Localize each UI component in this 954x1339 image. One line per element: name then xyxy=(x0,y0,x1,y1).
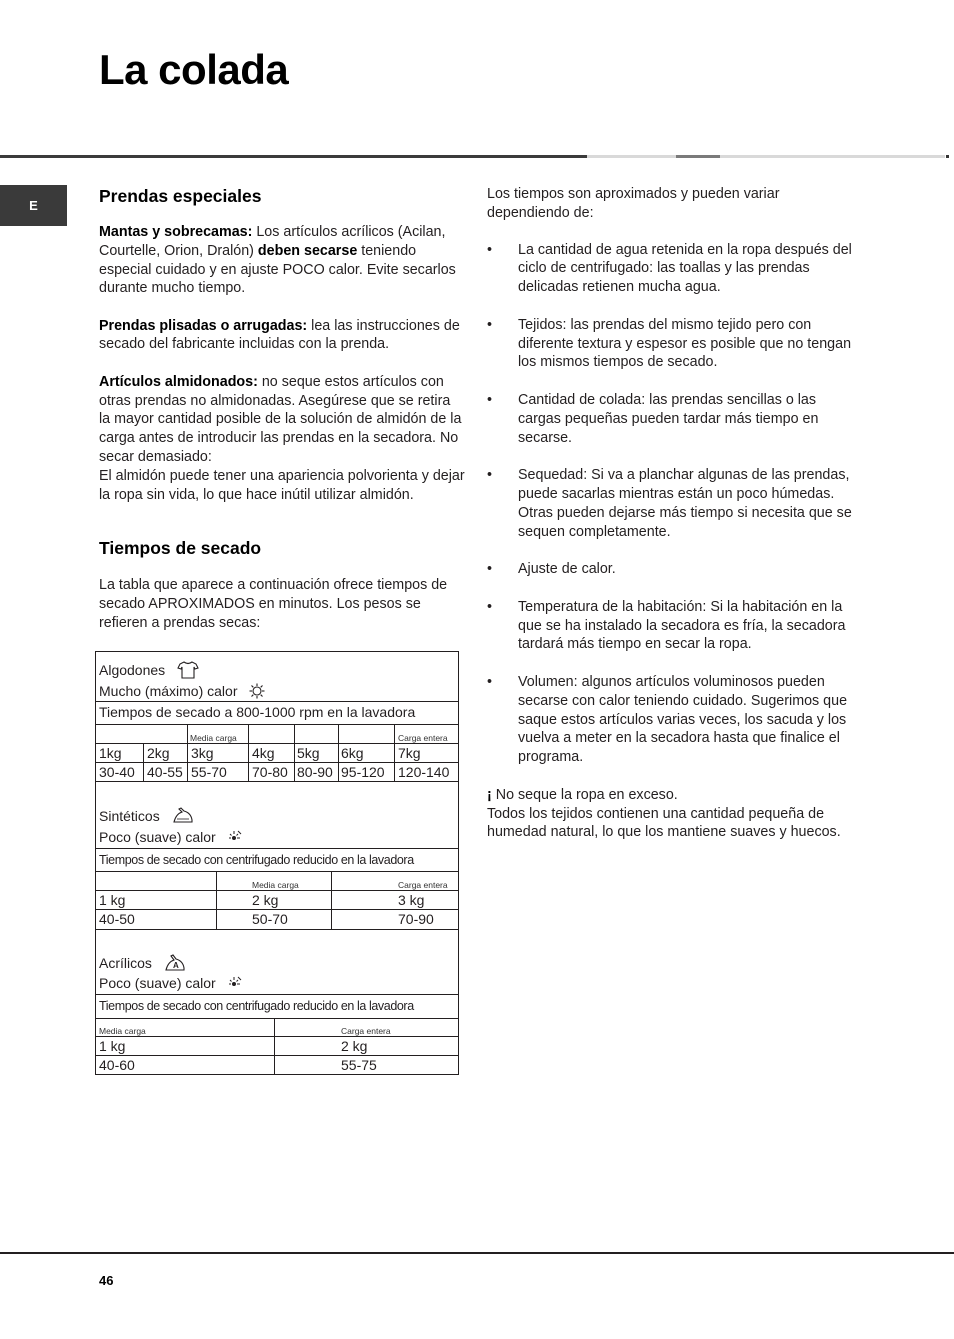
acrylics-time-1: 40-60 xyxy=(99,1057,135,1073)
list-item: • Ajuste de calor. xyxy=(487,561,616,578)
acrylics-heat: Poco (suave) calor xyxy=(99,975,242,993)
cotton-weight-3: 3kg xyxy=(191,745,214,761)
text-plisadas: lea las instrucciones de secado del fabricante incluidas con la prenda. xyxy=(99,317,460,353)
acrylic-label-icon xyxy=(164,953,186,976)
text-mantas-b: teniendo especial cuidado y en ajuste POCO calor. Evite secarlos durante mucho tiempo. xyxy=(99,242,456,297)
page-number: 46 xyxy=(99,1273,114,1288)
paragraph-almidon-note: El almidón puede tener una apariencia polvorienta y dejar la ropa sin vida, lo que hace inútil utilizar almidón. xyxy=(99,467,465,503)
cotton-weight-7: 7kg xyxy=(398,745,421,761)
acrylics-carga-entera: Carga entera xyxy=(341,1026,391,1036)
acrylics-weight-1: 1 kg xyxy=(99,1038,126,1054)
cotton-carga-entera: Carga entera xyxy=(398,733,448,743)
term-mantas: Mantas y sobrecamas: xyxy=(99,224,253,240)
drying-times-table xyxy=(95,651,459,1075)
paragraph-plisadas xyxy=(99,317,465,355)
factors-intro: Los tiempos son aproximados y pueden variar dependiendo de: xyxy=(487,186,780,221)
cotton-weight-4: 4kg xyxy=(252,745,275,761)
page-title: La colada xyxy=(99,46,289,93)
synthetics-carga-entera: Carga entera xyxy=(398,880,448,890)
synthetics-weight-2: 2 kg xyxy=(252,892,279,908)
list-item: • La cantidad de agua retenida en la ropa después del ciclo de centrifugado: las toallas y las prendas delicadas retienen mucha agua. xyxy=(487,241,852,296)
footer-rule xyxy=(0,1252,954,1254)
synthetics-time-2: 50-70 xyxy=(252,911,288,927)
iron-synthetic-icon xyxy=(172,807,194,828)
warning-text: No seque la ropa en exceso. xyxy=(491,786,678,803)
header-rule xyxy=(0,155,587,158)
acrylics-label: Acrílicos A xyxy=(99,953,186,976)
text-almidonados: no seque estos artículos con otras prendas no almidonadas. Asegúrese que se retira la mayor cantidad posible de la solución de almidón de la carga antes de introducir las prendas en la secadora. No secar demasiado: xyxy=(99,373,462,465)
svg-text:A: A xyxy=(172,961,179,970)
acrylics-time-2: 55-75 xyxy=(341,1057,377,1073)
synthetics-media-carga: Media carga xyxy=(252,880,299,890)
humidity-note: Todos los tejidos contienen una cantidad pequeña de humedad natural, lo que los mantiene suaves y huecos. xyxy=(487,805,841,841)
cotton-time-6: 95-120 xyxy=(341,764,385,780)
cotton-heat: Mucho (máximo) calor xyxy=(99,683,265,702)
cotton-time-7: 120-140 xyxy=(398,764,450,780)
language-tab: E xyxy=(0,185,67,226)
synthetics-weight-3: 3 kg xyxy=(398,892,425,908)
cotton-media-carga: Media carga xyxy=(190,733,237,743)
header-rule-mid xyxy=(676,155,720,158)
list-item: • Temperatura de la habitación: Si la habitación en la que se ha instalado la secadora es fría, la secadora tardará más tiempo en secar la ropa. xyxy=(487,598,846,653)
cotton-weight-1: 1kg xyxy=(99,745,122,761)
right-column xyxy=(487,185,857,842)
warning-icon: ¡ xyxy=(487,786,492,803)
list-item: • Tejidos: las prendas del mismo tejido pero con diferente textura y espesor es posible que no tengan los mismos tiempos de secado. xyxy=(487,316,852,371)
cotton-weight-6: 6kg xyxy=(341,745,364,761)
cotton-time-4: 70-80 xyxy=(252,764,288,780)
cotton-label: Algodones xyxy=(99,661,199,682)
cotton-time-2: 40-55 xyxy=(147,764,183,780)
header-rule-light-2 xyxy=(720,155,945,158)
term-plisadas: Prendas plisadas o arrugadas: xyxy=(99,317,308,334)
acrylics-media-carga: Media carga xyxy=(99,1026,146,1036)
synthetics-label: Sintéticos xyxy=(99,807,194,828)
header-rule-light xyxy=(587,155,676,158)
low-heat-icon xyxy=(228,976,242,993)
cotton-weight-2: 2kg xyxy=(147,745,170,761)
term-deben-secarse: deben secarse xyxy=(257,242,358,259)
cotton-time-3: 55-70 xyxy=(191,764,227,780)
cotton-time-5: 80-90 xyxy=(297,764,333,780)
acrylics-subtitle: Tiempos de secado con centrifugado reducido en la lavadora xyxy=(99,999,414,1013)
header-rule-dot xyxy=(946,155,949,158)
cotton-weight-5: 5kg xyxy=(297,745,320,761)
list-item: • Volumen: algunos artículos voluminosos pueden secarse con calor teniendo cuidado. Sugerimos que saque estos artículos varias veces, los sacuda y los vuelva a meter en la secadora hasta que finalice el programa. xyxy=(487,673,848,766)
synthetics-time-3: 70-90 xyxy=(398,911,434,927)
list-item: • Sequedad: Si va a planchar algunas de las prendas, puede sacarlas mientras están un poco húmedas. Otras pueden dejarse más tiempo si necesita que se sequen completamente. xyxy=(487,467,852,540)
left-column xyxy=(99,185,465,633)
low-heat-icon xyxy=(228,830,242,847)
synthetics-heat: Poco (suave) calor xyxy=(99,829,242,847)
tshirt-icon xyxy=(177,661,199,682)
paragraph-tabla-intro: La tabla que aparece a continuación ofrece tiempos de secado APROXIMADOS en minutos. Los pesos se refieren a prendas secas: xyxy=(99,577,448,631)
factors-list xyxy=(487,241,857,767)
synthetics-time-1: 40-50 xyxy=(99,911,135,927)
cotton-subtitle: Tiempos de secado a 800-1000 rpm en la lavadora xyxy=(99,704,416,720)
heading-prendas-especiales: Prendas especiales xyxy=(99,186,262,206)
term-almidonados: Artículos almidonados: xyxy=(99,373,258,390)
text-mantas-a: Los artículos acrílicos (Acilan, Courtelle, Orion, Dralón) xyxy=(99,224,446,259)
synthetics-subtitle: Tiempos de secado con centrifugado reducido en la lavadora xyxy=(99,853,414,867)
paragraph-mantas xyxy=(99,223,465,298)
synthetics-weight-1: 1 kg xyxy=(99,892,126,908)
acrylics-weight-2: 2 kg xyxy=(341,1038,368,1054)
list-item: • Cantidad de colada: las prendas sencillas o las cargas pequeñas pueden tardar más tiempo en secarse. xyxy=(487,391,819,446)
sun-high-heat-icon xyxy=(249,683,265,702)
cotton-time-1: 30-40 xyxy=(99,764,135,780)
warning-note xyxy=(487,786,857,805)
paragraph-almidonados xyxy=(99,373,465,467)
heading-tiempos-de-secado: Tiempos de secado xyxy=(99,538,262,559)
